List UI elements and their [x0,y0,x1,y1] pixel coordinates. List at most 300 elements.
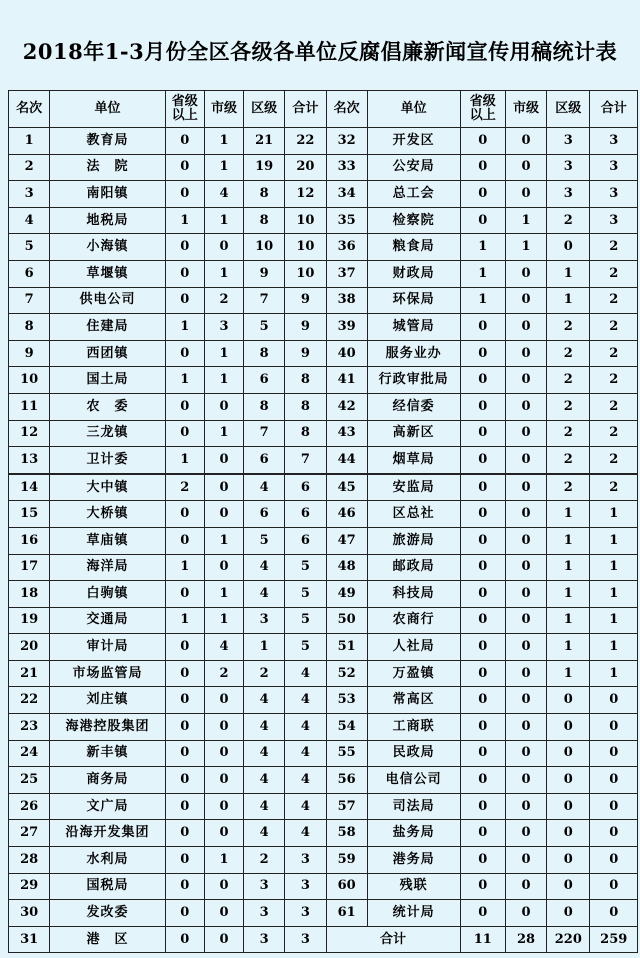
cell-city: 1 [204,581,243,608]
cell-district: 4 [244,820,285,847]
table-row [9,926,638,953]
cell-provincial: 0 [460,793,505,820]
cell-unit: 水利局 [50,847,165,874]
cell-district: 10 [244,234,285,261]
cell-city: 0 [204,393,243,420]
cell-rank: 49 [326,581,367,608]
cell-rank: 42 [326,393,367,420]
cell-district: 2 [547,367,590,394]
cell-provincial: 0 [460,447,505,474]
cell-city: 0 [505,634,546,661]
cell-unit: 市场监管局 [50,660,165,687]
cell-total: 1 [590,527,638,554]
cell-district: 4 [244,474,285,501]
cell-rank: 58 [326,820,367,847]
cell-provincial: 0 [165,154,204,181]
cell-unit: 海港控股集团 [50,714,165,741]
table-row [9,260,638,287]
cell-total: 2 [590,340,638,367]
cell-unit: 安监局 [367,474,460,501]
cell-rank: 9 [9,340,50,367]
cell-total: 4 [285,740,326,767]
cell-provincial: 0 [165,687,204,714]
cell-rank: 44 [326,447,367,474]
cell-total: 2 [590,260,638,287]
cell-provincial: 0 [460,634,505,661]
cell-provincial: 0 [165,420,204,447]
cell-city: 1 [204,607,243,634]
cell-provincial: 0 [460,340,505,367]
cell-district: 0 [547,714,590,741]
cell-provincial: 0 [460,740,505,767]
cell-city: 0 [505,367,546,394]
cell-district: 6 [244,501,285,528]
cell-total: 12 [285,181,326,208]
cell-unit: 烟草局 [367,447,460,474]
cell-city: 0 [204,900,243,927]
cell-unit: 审计局 [50,634,165,661]
cell-district: 2 [547,474,590,501]
cell-city: 0 [505,474,546,501]
cell-provincial: 0 [460,420,505,447]
cell-total: 3 [590,128,638,155]
cell-district: 2 [244,847,285,874]
cell-city: 0 [204,793,243,820]
cell-city: 3 [204,314,243,341]
cell-total: 10 [285,260,326,287]
cell-district: 1 [547,287,590,314]
cell-total: 1 [590,554,638,581]
cell-city: 0 [505,740,546,767]
cell-unit: 国土局 [50,367,165,394]
cell-rank: 15 [9,501,50,528]
header-row [9,91,638,128]
cell-district: 0 [547,900,590,927]
cell-city: 1 [204,847,243,874]
cell-unit: 刘庄镇 [50,687,165,714]
cell-rank: 25 [9,767,50,794]
header-unit: 单位 [50,91,165,128]
cell-total: 10 [285,234,326,261]
cell-district: 3 [547,154,590,181]
cell-provincial: 0 [460,687,505,714]
cell-provincial: 0 [165,581,204,608]
cell-provincial: 0 [165,128,204,155]
cell-district: 3 [244,873,285,900]
cell-provincial: 0 [460,207,505,234]
table-row [9,207,638,234]
cell-unit: 邮政局 [367,554,460,581]
cell-district: 2 [547,340,590,367]
header-provincial: 省级 以上 [165,91,204,128]
grand-total-city: 28 [505,926,546,953]
cell-unit: 草庙镇 [50,527,165,554]
cell-total: 0 [590,847,638,874]
table-row [9,581,638,608]
cell-unit: 三龙镇 [50,420,165,447]
cell-total: 0 [590,767,638,794]
grand-total-provincial: 11 [460,926,505,953]
cell-unit: 农商行 [367,607,460,634]
cell-total: 1 [590,607,638,634]
cell-city: 1 [204,207,243,234]
cell-rank: 5 [9,234,50,261]
cell-district: 6 [244,367,285,394]
cell-provincial: 0 [165,260,204,287]
cell-district: 8 [244,340,285,367]
cell-city: 0 [505,581,546,608]
cell-district: 2 [547,393,590,420]
cell-city: 0 [505,420,546,447]
table-row [9,714,638,741]
table-row [9,181,638,208]
cell-total: 2 [590,367,638,394]
cell-rank: 10 [9,367,50,394]
cell-provincial: 1 [165,314,204,341]
cell-provincial: 0 [165,793,204,820]
cell-rank: 29 [9,873,50,900]
cell-rank: 12 [9,420,50,447]
cell-provincial: 0 [460,154,505,181]
cell-rank: 28 [9,847,50,874]
cell-unit: 海洋局 [50,554,165,581]
cell-provincial: 1 [165,607,204,634]
cell-district: 8 [244,393,285,420]
table-row [9,474,638,501]
cell-rank: 53 [326,687,367,714]
header-total: 合计 [590,91,638,128]
cell-total: 8 [285,393,326,420]
cell-provincial: 0 [165,234,204,261]
table-row [9,900,638,927]
cell-unit: 教育局 [50,128,165,155]
cell-provincial: 0 [460,128,505,155]
table-row [9,527,638,554]
cell-district: 3 [547,181,590,208]
cell-city: 0 [505,900,546,927]
cell-rank: 30 [9,900,50,927]
cell-provincial: 0 [460,501,505,528]
cell-provincial: 0 [165,287,204,314]
cell-total: 1 [590,581,638,608]
cell-rank: 21 [9,660,50,687]
cell-district: 1 [547,581,590,608]
header-rank: 名次 [9,91,50,128]
cell-rank: 3 [9,181,50,208]
cell-total: 0 [590,873,638,900]
cell-unit: 财政局 [367,260,460,287]
cell-district: 1 [547,260,590,287]
cell-total: 3 [590,154,638,181]
header-city: 市级 [204,91,243,128]
cell-unit: 南阳镇 [50,181,165,208]
cell-total: 3 [590,207,638,234]
cell-city: 0 [204,501,243,528]
cell-total: 2 [590,447,638,474]
cell-rank: 56 [326,767,367,794]
cell-unit: 残联 [367,873,460,900]
cell-provincial: 0 [460,900,505,927]
cell-rank: 11 [9,393,50,420]
table-row [9,607,638,634]
cell-rank: 57 [326,793,367,820]
cell-district: 4 [244,714,285,741]
cell-total: 3 [285,847,326,874]
table-row [9,447,638,474]
cell-rank: 13 [9,447,50,474]
cell-rank: 2 [9,154,50,181]
cell-district: 2 [547,207,590,234]
cell-rank: 6 [9,260,50,287]
cell-total: 4 [285,660,326,687]
cell-rank: 55 [326,740,367,767]
cell-unit: 白驹镇 [50,581,165,608]
cell-provincial: 0 [460,820,505,847]
cell-unit: 高新区 [367,420,460,447]
statistics-table [8,90,638,953]
cell-unit: 民政局 [367,740,460,767]
cell-city: 0 [204,767,243,794]
cell-unit: 文广局 [50,793,165,820]
cell-city: 0 [204,714,243,741]
cell-total: 0 [590,740,638,767]
cell-total: 2 [590,393,638,420]
table-row [9,873,638,900]
cell-provincial: 1 [460,260,505,287]
cell-unit: 国税局 [50,873,165,900]
cell-unit: 经信委 [367,393,460,420]
cell-district: 0 [547,687,590,714]
cell-total: 2 [590,314,638,341]
cell-rank: 33 [326,154,367,181]
page-title: 2018年1-3月份全区各级各单位反腐倡廉新闻宣传用稿统计表 [22,39,618,64]
cell-provincial: 0 [165,340,204,367]
cell-city: 0 [505,660,546,687]
cell-district: 5 [244,314,285,341]
cell-unit: 港 区 [50,926,165,953]
table-row [9,847,638,874]
cell-city: 0 [204,234,243,261]
cell-unit: 行政审批局 [367,367,460,394]
cell-rank: 27 [9,820,50,847]
header-total: 合计 [285,91,326,128]
cell-district: 1 [547,527,590,554]
table-row [9,367,638,394]
cell-total: 22 [285,128,326,155]
cell-provincial: 0 [460,393,505,420]
table-row [9,687,638,714]
cell-district: 1 [547,660,590,687]
cell-district: 19 [244,154,285,181]
cell-total: 3 [590,181,638,208]
cell-unit: 大中镇 [50,474,165,501]
cell-provincial: 0 [460,581,505,608]
cell-total: 10 [285,207,326,234]
cell-total: 8 [285,367,326,394]
cell-rank: 54 [326,714,367,741]
cell-total: 8 [285,420,326,447]
cell-district: 4 [244,554,285,581]
cell-district: 7 [244,420,285,447]
cell-unit: 农 委 [50,393,165,420]
cell-city: 1 [204,367,243,394]
cell-total: 0 [590,714,638,741]
cell-rank: 35 [326,207,367,234]
header-provincial: 省级 以上 [460,91,505,128]
cell-city: 0 [204,447,243,474]
cell-district: 1 [547,554,590,581]
header-city: 市级 [505,91,546,128]
cell-city: 0 [505,767,546,794]
cell-unit: 法 院 [50,154,165,181]
cell-city: 0 [505,260,546,287]
cell-city: 0 [204,474,243,501]
cell-district: 4 [244,793,285,820]
cell-provincial: 1 [165,554,204,581]
table-body [9,128,638,927]
cell-rank: 24 [9,740,50,767]
header-rank: 名次 [326,91,367,128]
cell-city: 0 [204,687,243,714]
cell-unit: 地税局 [50,207,165,234]
cell-city: 0 [505,554,546,581]
cell-total: 6 [285,474,326,501]
cell-rank: 46 [326,501,367,528]
cell-rank: 39 [326,314,367,341]
cell-provincial: 0 [460,554,505,581]
header-district: 区级 [244,91,285,128]
cell-rank: 38 [326,287,367,314]
cell-provincial: 0 [165,926,204,953]
cell-provincial: 0 [460,847,505,874]
cell-total: 6 [285,527,326,554]
cell-rank: 8 [9,314,50,341]
cell-district: 1 [547,607,590,634]
cell-unit: 开发区 [367,128,460,155]
cell-unit: 万盈镇 [367,660,460,687]
cell-provincial: 0 [460,367,505,394]
cell-unit: 供电公司 [50,287,165,314]
table-row [9,501,638,528]
cell-district: 3 [244,926,285,953]
cell-rank: 37 [326,260,367,287]
cell-unit: 港务局 [367,847,460,874]
cell-total: 3 [285,873,326,900]
cell-provincial: 0 [165,634,204,661]
cell-district: 0 [547,873,590,900]
cell-total: 7 [285,447,326,474]
cell-city: 0 [505,314,546,341]
cell-district: 4 [244,767,285,794]
cell-district: 0 [547,847,590,874]
table-row [9,314,638,341]
cell-city: 0 [505,820,546,847]
table-row [9,634,638,661]
cell-unit: 司法局 [367,793,460,820]
cell-provincial: 1 [165,447,204,474]
table-row [9,740,638,767]
cell-total: 3 [285,900,326,927]
cell-city: 0 [505,340,546,367]
grand-total-district: 220 [547,926,590,953]
cell-city: 0 [505,154,546,181]
cell-total: 4 [285,714,326,741]
cell-rank: 51 [326,634,367,661]
cell-rank: 41 [326,367,367,394]
cell-city: 2 [204,287,243,314]
cell-unit: 交通局 [50,607,165,634]
cell-rank: 36 [326,234,367,261]
cell-city: 1 [204,527,243,554]
cell-city: 0 [505,793,546,820]
cell-rank: 43 [326,420,367,447]
cell-total: 1 [590,501,638,528]
cell-unit: 区总社 [367,501,460,528]
header-district: 区级 [547,91,590,128]
cell-provincial: 0 [165,847,204,874]
cell-rank: 45 [326,474,367,501]
cell-provincial: 0 [460,873,505,900]
cell-city: 0 [505,447,546,474]
cell-total: 9 [285,287,326,314]
cell-city: 0 [204,740,243,767]
cell-district: 4 [244,581,285,608]
cell-rank: 16 [9,527,50,554]
cell-unit: 公安局 [367,154,460,181]
cell-city: 0 [505,393,546,420]
cell-city: 0 [505,687,546,714]
cell-unit: 电信公司 [367,767,460,794]
cell-city: 0 [204,873,243,900]
cell-unit: 新丰镇 [50,740,165,767]
cell-city: 0 [505,181,546,208]
cell-unit: 检察院 [367,207,460,234]
cell-rank: 47 [326,527,367,554]
cell-district: 0 [547,793,590,820]
cell-provincial: 0 [460,474,505,501]
cell-provincial: 1 [165,207,204,234]
cell-district: 3 [244,900,285,927]
table-row [9,660,638,687]
cell-district: 3 [547,128,590,155]
cell-district: 2 [547,447,590,474]
cell-district: 4 [244,687,285,714]
cell-rank: 1 [9,128,50,155]
cell-unit: 草堰镇 [50,260,165,287]
table-row [9,128,638,155]
cell-provincial: 0 [165,501,204,528]
cell-provincial: 1 [460,287,505,314]
cell-total: 6 [285,501,326,528]
cell-provincial: 2 [165,474,204,501]
cell-district: 0 [547,767,590,794]
cell-city: 1 [204,340,243,367]
cell-unit: 科技局 [367,581,460,608]
cell-total: 1 [590,660,638,687]
table-row [9,393,638,420]
cell-provincial: 0 [165,181,204,208]
cell-total: 9 [285,314,326,341]
cell-rank: 20 [9,634,50,661]
cell-district: 9 [244,260,285,287]
cell-total: 2 [590,234,638,261]
cell-unit: 沿海开发集团 [50,820,165,847]
cell-provincial: 0 [165,900,204,927]
cell-unit: 发改委 [50,900,165,927]
cell-total: 4 [285,820,326,847]
grand-total-label: 合计 [326,926,460,953]
cell-provincial: 0 [165,740,204,767]
